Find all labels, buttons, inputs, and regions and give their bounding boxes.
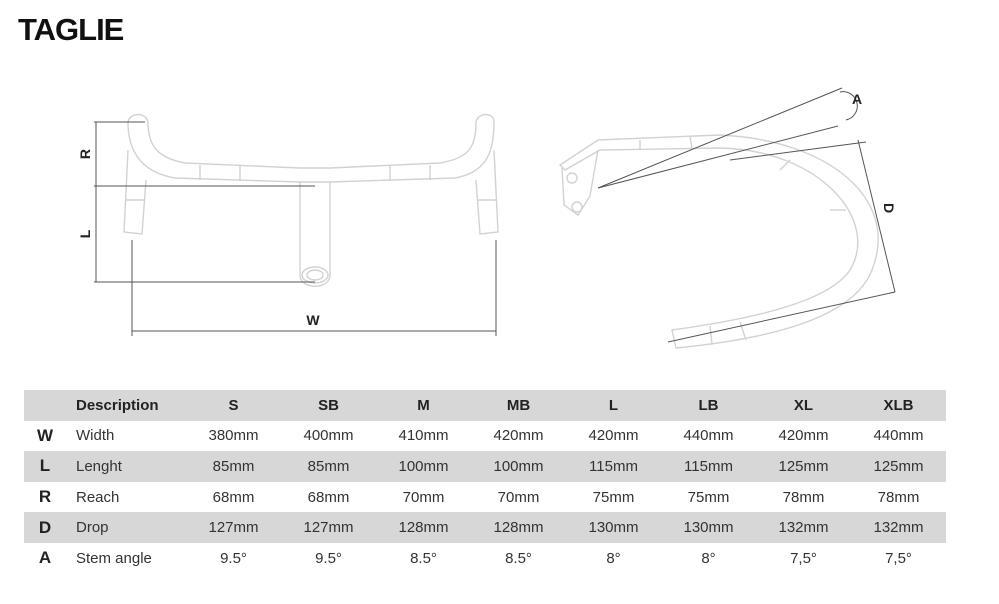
table-cell: 78mm xyxy=(782,488,825,506)
dimension-label-a: A xyxy=(851,91,863,107)
table-header-row xyxy=(24,390,946,421)
header-size-s: S xyxy=(186,390,281,421)
row-description: Width xyxy=(76,427,115,445)
size-table xyxy=(24,390,946,574)
row-description: Reach xyxy=(76,488,120,506)
front-view-handlebar xyxy=(124,115,498,287)
table-cell: 125mm xyxy=(756,451,851,482)
table-cell: 100mm xyxy=(376,451,471,482)
table-cell: 130mm xyxy=(661,512,756,543)
row-description: Drop xyxy=(66,512,186,543)
table-cell: 127mm xyxy=(186,512,281,543)
row-description: Stem angle xyxy=(76,549,152,567)
table-cell: 85mm xyxy=(186,451,281,482)
dimension-label-r: R xyxy=(77,148,93,160)
header-size-xl: XL xyxy=(756,390,851,421)
dimension-label-w: W xyxy=(306,312,320,328)
header-size-xlb: XLB xyxy=(851,390,946,421)
table-cell: 85mm xyxy=(281,451,376,482)
header-size-sb: SB xyxy=(281,390,376,421)
side-view-handlebar xyxy=(560,135,878,348)
table-cell: 420mm xyxy=(778,427,829,445)
table-row-width xyxy=(24,421,946,452)
table-cell: 7,5° xyxy=(790,549,817,567)
table-cell: 8.5° xyxy=(410,549,437,567)
row-code: D xyxy=(24,512,66,543)
table-cell: 132mm xyxy=(756,512,851,543)
front-view-dimensions xyxy=(94,122,496,336)
table-cell: 8° xyxy=(606,549,621,567)
header-description: Description xyxy=(66,390,186,421)
table-cell: 128mm xyxy=(376,512,471,543)
table-cell: 100mm xyxy=(471,451,566,482)
table-cell: 68mm xyxy=(307,488,350,506)
table-cell: 132mm xyxy=(851,512,946,543)
header-size-l: L xyxy=(566,390,661,421)
table-cell: 127mm xyxy=(281,512,376,543)
table-cell: 115mm xyxy=(566,451,661,482)
table-cell: 440mm xyxy=(683,427,734,445)
table-cell: 440mm xyxy=(873,427,924,445)
table-cell: 115mm xyxy=(661,451,756,482)
table-cell: 78mm xyxy=(877,488,920,506)
table-cell: 410mm xyxy=(398,427,449,445)
row-code: W xyxy=(36,425,54,445)
table-cell: 7,5° xyxy=(885,549,912,567)
table-row-reach xyxy=(24,482,946,513)
table-row-stem-angle xyxy=(24,543,946,574)
table-row-drop xyxy=(24,512,946,543)
row-code: L xyxy=(24,451,66,482)
header-size-m: M xyxy=(376,390,471,421)
table-cell: 8° xyxy=(701,549,716,567)
table-cell: 9.5° xyxy=(220,549,247,567)
table-cell: 75mm xyxy=(687,488,730,506)
table-cell: 70mm xyxy=(402,488,445,506)
table-cell: 420mm xyxy=(493,427,544,445)
row-code: R xyxy=(38,487,52,507)
table-cell: 130mm xyxy=(566,512,661,543)
table-cell: 68mm xyxy=(212,488,255,506)
table-cell: 128mm xyxy=(471,512,566,543)
header-size-mb: MB xyxy=(471,390,566,421)
table-cell: 125mm xyxy=(851,451,946,482)
row-description: Lenght xyxy=(66,451,186,482)
page-title: TAGLIE xyxy=(18,12,124,47)
row-code: A xyxy=(38,548,52,568)
table-cell: 400mm xyxy=(303,427,354,445)
dimension-label-d: D xyxy=(881,202,897,214)
header-code-cell xyxy=(24,390,66,421)
table-cell: 9.5° xyxy=(315,549,342,567)
table-cell: 380mm xyxy=(208,427,259,445)
table-cell: 420mm xyxy=(588,427,639,445)
header-size-lb: LB xyxy=(661,390,756,421)
dimension-label-l: L xyxy=(77,229,93,239)
table-cell: 75mm xyxy=(592,488,635,506)
table-cell: 8.5° xyxy=(505,549,532,567)
table-cell: 70mm xyxy=(497,488,540,506)
table-row-length xyxy=(24,451,946,482)
